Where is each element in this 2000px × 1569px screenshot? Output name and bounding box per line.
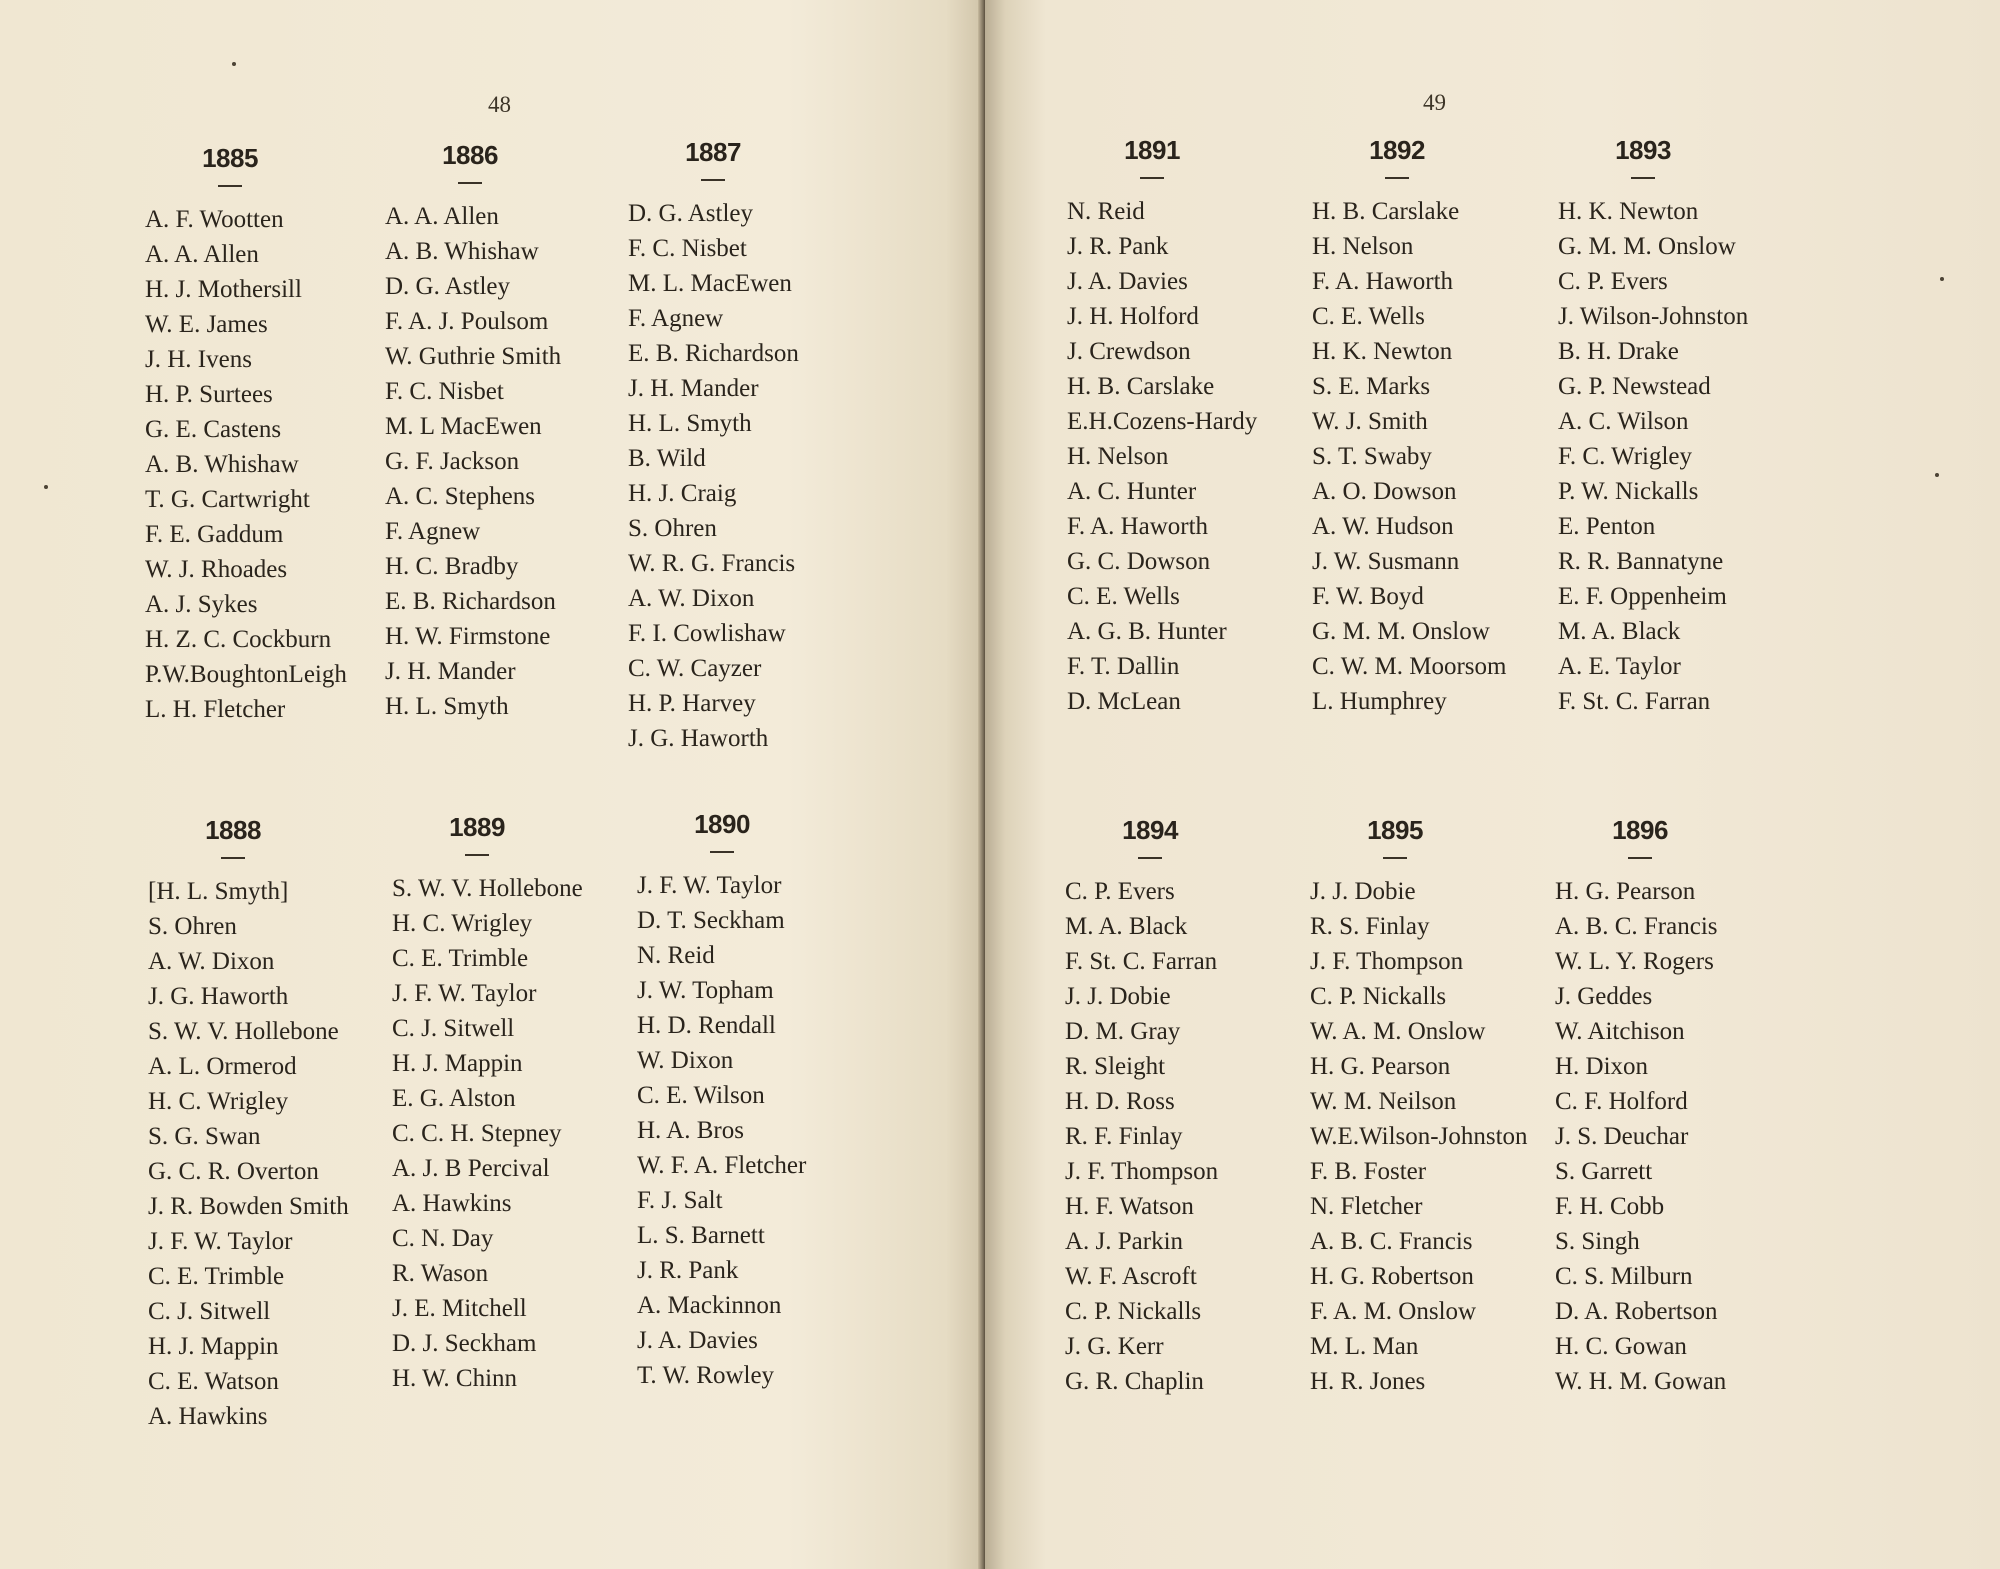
paper-speck bbox=[44, 485, 48, 489]
list-item: W. H. M. Gowan bbox=[1555, 1368, 1727, 1395]
list-item: J. R. Pank bbox=[1067, 233, 1169, 260]
list-item: J. Crewdson bbox=[1067, 338, 1191, 365]
list-item: T. W. Rowley bbox=[637, 1362, 775, 1389]
list-item: G. R. Chaplin bbox=[1065, 1368, 1204, 1395]
list-item: D. J. Seckham bbox=[392, 1330, 537, 1357]
list-item: A. A. Allen bbox=[145, 241, 259, 268]
year-heading: 1889 bbox=[449, 812, 505, 842]
list-item: A. B. Whishaw bbox=[145, 451, 299, 478]
list-item: J. F. W. Taylor bbox=[392, 980, 537, 1007]
list-item: A. Mackinnon bbox=[637, 1292, 782, 1319]
heading-rule bbox=[465, 854, 489, 856]
right-page bbox=[985, 0, 2000, 1569]
list-item: J. S. Deuchar bbox=[1555, 1123, 1689, 1150]
year-column bbox=[148, 815, 393, 1434]
list-item: M. L MacEwen bbox=[385, 413, 542, 440]
list-item: F. E. Gaddum bbox=[145, 521, 284, 548]
list-item: J. W. Topham bbox=[637, 977, 774, 1004]
list-item: A. C. Wilson bbox=[1558, 408, 1689, 435]
year-column bbox=[1555, 815, 1800, 1399]
heading-rule bbox=[710, 851, 734, 853]
list-item: F. T. Dallin bbox=[1067, 653, 1180, 680]
list-item: C. E. Trimble bbox=[392, 945, 529, 972]
list-item: F. H. Cobb bbox=[1555, 1193, 1665, 1220]
list-item: F. A. Haworth bbox=[1067, 513, 1209, 540]
list-item: W. M. Neilson bbox=[1310, 1088, 1457, 1115]
name-list bbox=[392, 871, 637, 1396]
list-item: A. Hawkins bbox=[148, 1403, 268, 1430]
list-item: J. A. Davies bbox=[637, 1327, 758, 1354]
page-number: 49 bbox=[1423, 90, 1446, 115]
year-heading: 1896 bbox=[1612, 815, 1668, 845]
list-item: H. L. Smyth bbox=[628, 410, 752, 437]
list-item: A. W. Hudson bbox=[1312, 513, 1454, 540]
list-item: W.E.Wilson-Johnston bbox=[1310, 1123, 1528, 1150]
list-item: C. P. Nickalls bbox=[1065, 1298, 1202, 1325]
left-page bbox=[0, 0, 985, 1569]
list-item: A. C. Hunter bbox=[1067, 478, 1197, 505]
list-item: F. A. M. Onslow bbox=[1310, 1298, 1477, 1325]
list-item: A. E. Taylor bbox=[1558, 653, 1681, 680]
list-item: T. G. Cartwright bbox=[145, 486, 310, 513]
list-item: H. J. Mappin bbox=[148, 1333, 279, 1360]
list-item: W. F. Ascroft bbox=[1065, 1263, 1197, 1290]
list-item: W. E. James bbox=[145, 311, 268, 338]
year-heading: 1885 bbox=[202, 143, 258, 173]
list-item: G. E. Castens bbox=[145, 416, 282, 443]
paper-speck bbox=[1935, 473, 1939, 477]
list-item: J. W. Susmann bbox=[1312, 548, 1460, 575]
list-item: H. D. Ross bbox=[1065, 1088, 1175, 1115]
list-item: A. J. Sykes bbox=[145, 591, 258, 618]
list-item: J. H. Holford bbox=[1067, 303, 1199, 330]
list-item: L. H. Fletcher bbox=[145, 696, 286, 723]
list-item: L. Humphrey bbox=[1312, 688, 1447, 715]
list-item: D. A. Robertson bbox=[1555, 1298, 1718, 1325]
list-item: [H. L. Smyth] bbox=[148, 878, 289, 905]
list-item: F. Agnew bbox=[385, 518, 481, 545]
list-item: C. E. Wilson bbox=[637, 1082, 765, 1109]
year-column bbox=[1558, 135, 1803, 719]
list-item: N. Fletcher bbox=[1310, 1193, 1423, 1220]
list-item: R. R. Bannatyne bbox=[1558, 548, 1724, 575]
list-item: A. W. Dixon bbox=[628, 585, 755, 612]
year-column bbox=[1065, 815, 1310, 1399]
list-item: F. A. J. Poulsom bbox=[385, 308, 549, 335]
list-item: F. I. Cowlishaw bbox=[628, 620, 786, 647]
year-heading: 1888 bbox=[205, 815, 261, 845]
list-item: G. M. M. Onslow bbox=[1312, 618, 1490, 645]
list-item: J. F. W. Taylor bbox=[148, 1228, 293, 1255]
list-item: S. W. V. Hollebone bbox=[392, 875, 583, 902]
list-item: A. O. Dowson bbox=[1312, 478, 1457, 505]
list-item: F. W. Boyd bbox=[1312, 583, 1424, 610]
list-item: G. P. Newstead bbox=[1558, 373, 1711, 400]
list-item: W. L. Y. Rogers bbox=[1555, 948, 1714, 975]
name-list bbox=[628, 196, 873, 756]
list-item: C. E. Wells bbox=[1067, 583, 1180, 610]
list-item: J. F. Thompson bbox=[1065, 1158, 1219, 1185]
list-item: J. H. Mander bbox=[628, 375, 759, 402]
list-item: S. Garrett bbox=[1555, 1158, 1653, 1185]
list-item: H. Nelson bbox=[1067, 443, 1169, 470]
list-item: C. P. Nickalls bbox=[1310, 983, 1447, 1010]
list-item: D. G. Astley bbox=[385, 273, 510, 300]
list-item: N. Reid bbox=[1067, 198, 1145, 225]
list-item: H. Z. C. Cockburn bbox=[145, 626, 332, 653]
list-item: A. F. Wootten bbox=[145, 206, 284, 233]
list-item: R. Wason bbox=[392, 1260, 489, 1287]
list-item: J. F. Thompson bbox=[1310, 948, 1464, 975]
list-item: F. C. Nisbet bbox=[385, 378, 504, 405]
list-item: W. Aitchison bbox=[1555, 1018, 1685, 1045]
name-list bbox=[1558, 194, 1803, 719]
name-list bbox=[1067, 194, 1312, 719]
list-item: J. J. Dobie bbox=[1310, 878, 1416, 905]
list-item: E. Penton bbox=[1558, 513, 1656, 540]
list-item: J. J. Dobie bbox=[1065, 983, 1171, 1010]
list-item: A. G. B. Hunter bbox=[1067, 618, 1227, 645]
list-item: H. W. Chinn bbox=[392, 1365, 518, 1392]
name-list bbox=[145, 202, 390, 727]
name-list bbox=[148, 874, 393, 1434]
year-column bbox=[392, 812, 637, 1396]
list-item: M. L. Man bbox=[1310, 1333, 1419, 1360]
list-item: C. C. H. Stepney bbox=[392, 1120, 562, 1147]
name-list bbox=[1312, 194, 1557, 719]
list-item: H. J. Mothersill bbox=[145, 276, 302, 303]
list-item: F. J. Salt bbox=[637, 1187, 723, 1214]
list-item: H. K. Newton bbox=[1312, 338, 1453, 365]
list-item: H. R. Jones bbox=[1310, 1368, 1426, 1395]
list-item: W. Dixon bbox=[637, 1047, 734, 1074]
list-item: H. P. Harvey bbox=[628, 690, 756, 717]
list-item: A. C. Stephens bbox=[385, 483, 535, 510]
heading-rule bbox=[1138, 857, 1162, 859]
year-column bbox=[1310, 815, 1555, 1399]
list-item: E. B. Richardson bbox=[385, 588, 556, 615]
heading-rule bbox=[218, 185, 242, 187]
list-item: M. A. Black bbox=[1065, 913, 1188, 940]
list-item: J. R. Pank bbox=[637, 1257, 739, 1284]
page-number: 48 bbox=[488, 92, 511, 117]
list-item: F. B. Foster bbox=[1310, 1158, 1427, 1185]
list-item: N. Reid bbox=[637, 942, 715, 969]
list-item: W. A. M. Onslow bbox=[1310, 1018, 1486, 1045]
list-item: F. C. Wrigley bbox=[1558, 443, 1693, 470]
list-item: J. G. Haworth bbox=[148, 983, 289, 1010]
list-item: S. E. Marks bbox=[1312, 373, 1431, 400]
list-item: G. C. R. Overton bbox=[148, 1158, 319, 1185]
list-item: E.H.Cozens-Hardy bbox=[1067, 408, 1258, 435]
heading-rule bbox=[1385, 177, 1409, 179]
list-item: D. M. Gray bbox=[1065, 1018, 1181, 1045]
list-item: F. St. C. Farran bbox=[1065, 948, 1218, 975]
list-item: H. Dixon bbox=[1555, 1053, 1649, 1080]
list-item: H. G. Pearson bbox=[1310, 1053, 1451, 1080]
year-column bbox=[385, 140, 630, 724]
list-item: E. B. Richardson bbox=[628, 340, 799, 367]
year-heading: 1891 bbox=[1124, 135, 1180, 165]
list-item: E. F. Oppenheim bbox=[1558, 583, 1727, 610]
heading-rule bbox=[221, 857, 245, 859]
list-item: H. C. Gowan bbox=[1555, 1333, 1687, 1360]
list-item: S. G. Swan bbox=[148, 1123, 261, 1150]
list-item: F. Agnew bbox=[628, 305, 724, 332]
list-item: H. C. Wrigley bbox=[148, 1088, 289, 1115]
list-item: J. G. Kerr bbox=[1065, 1333, 1164, 1360]
list-item: W. R. G. Francis bbox=[628, 550, 796, 577]
list-item: H. P. Surtees bbox=[145, 381, 273, 408]
list-item: C. E. Trimble bbox=[148, 1263, 285, 1290]
heading-rule bbox=[1631, 177, 1655, 179]
list-item: L. S. Barnett bbox=[637, 1222, 765, 1249]
year-column bbox=[1067, 135, 1312, 719]
list-item: H. C. Wrigley bbox=[392, 910, 533, 937]
list-item: H. J. Mappin bbox=[392, 1050, 523, 1077]
list-item: H. D. Rendall bbox=[637, 1012, 776, 1039]
list-item: J. G. Haworth bbox=[628, 725, 769, 752]
list-item: J. A. Davies bbox=[1067, 268, 1188, 295]
list-item: C. S. Milburn bbox=[1555, 1263, 1693, 1290]
list-item: R. S. Finlay bbox=[1310, 913, 1430, 940]
list-item: F. St. C. Farran bbox=[1558, 688, 1711, 715]
list-item: G. M. M. Onslow bbox=[1558, 233, 1736, 260]
list-item: R. Sleight bbox=[1065, 1053, 1166, 1080]
list-item: H. G. Pearson bbox=[1555, 878, 1696, 905]
list-item: J. R. Bowden Smith bbox=[148, 1193, 349, 1220]
heading-rule bbox=[458, 182, 482, 184]
list-item: D. T. Seckham bbox=[637, 907, 785, 934]
list-item: A. L. Ormerod bbox=[148, 1053, 297, 1080]
list-item: E. G. Alston bbox=[392, 1085, 516, 1112]
list-item: H. B. Carslake bbox=[1067, 373, 1215, 400]
list-item: C. J. Sitwell bbox=[392, 1015, 515, 1042]
list-item: R. F. Finlay bbox=[1065, 1123, 1183, 1150]
heading-rule bbox=[1140, 177, 1164, 179]
list-item: S. Singh bbox=[1555, 1228, 1640, 1255]
list-item: C. W. M. Moorsom bbox=[1312, 653, 1507, 680]
list-item: S. Ohren bbox=[628, 515, 717, 542]
list-item: H. W. Firmstone bbox=[385, 623, 551, 650]
list-item: A. Hawkins bbox=[392, 1190, 512, 1217]
list-item: A. B. C. Francis bbox=[1555, 913, 1718, 940]
list-item: M. A. Black bbox=[1558, 618, 1681, 645]
year-heading: 1886 bbox=[442, 140, 498, 170]
list-item: P. W. Nickalls bbox=[1558, 478, 1699, 505]
list-item: J. Wilson-Johnston bbox=[1558, 303, 1749, 330]
year-heading: 1890 bbox=[694, 809, 750, 839]
list-item: C. W. Cayzer bbox=[628, 655, 762, 682]
year-column bbox=[628, 137, 873, 756]
list-item: W. J. Rhoades bbox=[145, 556, 288, 583]
list-item: C. N. Day bbox=[392, 1225, 494, 1252]
list-item: J. H. Ivens bbox=[145, 346, 252, 373]
list-item: J. F. W. Taylor bbox=[637, 872, 782, 899]
list-item: H. J. Craig bbox=[628, 480, 737, 507]
paper-speck bbox=[232, 62, 236, 66]
list-item: C. P. Evers bbox=[1065, 878, 1175, 905]
list-item: F. C. Nisbet bbox=[628, 235, 747, 262]
year-heading: 1895 bbox=[1367, 815, 1423, 845]
list-item: W. J. Smith bbox=[1312, 408, 1428, 435]
year-heading: 1892 bbox=[1369, 135, 1425, 165]
name-list bbox=[1555, 874, 1800, 1399]
list-item: J. Geddes bbox=[1555, 983, 1653, 1010]
year-heading: 1887 bbox=[685, 137, 741, 167]
heading-rule bbox=[701, 179, 725, 181]
list-item: A. B. Whishaw bbox=[385, 238, 539, 265]
list-item: A. B. C. Francis bbox=[1310, 1228, 1473, 1255]
list-item: S. T. Swaby bbox=[1312, 443, 1432, 470]
list-item: H. C. Bradby bbox=[385, 553, 519, 580]
list-item: A. J. Parkin bbox=[1065, 1228, 1184, 1255]
list-item: H. Nelson bbox=[1312, 233, 1414, 260]
list-item: C. F. Holford bbox=[1555, 1088, 1688, 1115]
list-item: F. A. Haworth bbox=[1312, 268, 1454, 295]
list-item: S. Ohren bbox=[148, 913, 237, 940]
name-list bbox=[1065, 874, 1310, 1399]
list-item: H. K. Newton bbox=[1558, 198, 1699, 225]
list-item: B. Wild bbox=[628, 445, 706, 472]
list-item: W. F. A. Fletcher bbox=[637, 1152, 807, 1179]
paper-speck bbox=[1940, 277, 1944, 281]
list-item: G. C. Dowson bbox=[1067, 548, 1211, 575]
list-item: W. Guthrie Smith bbox=[385, 343, 562, 370]
list-item: D. G. Astley bbox=[628, 200, 753, 227]
list-item: A. A. Allen bbox=[385, 203, 499, 230]
list-item: P.W.BoughtonLeigh bbox=[145, 661, 347, 688]
list-item: C. E. Watson bbox=[148, 1368, 279, 1395]
list-item: A. J. B Percival bbox=[392, 1155, 550, 1182]
year-column bbox=[637, 809, 882, 1393]
name-list bbox=[637, 868, 882, 1393]
list-item: H. A. Bros bbox=[637, 1117, 744, 1144]
list-item: C. J. Sitwell bbox=[148, 1298, 271, 1325]
name-list bbox=[385, 199, 630, 724]
year-column bbox=[1312, 135, 1557, 719]
list-item: A. W. Dixon bbox=[148, 948, 275, 975]
list-item: H. F. Watson bbox=[1065, 1193, 1194, 1220]
list-item: H. G. Robertson bbox=[1310, 1263, 1474, 1290]
year-heading: 1893 bbox=[1615, 135, 1671, 165]
list-item: D. McLean bbox=[1067, 688, 1181, 715]
heading-rule bbox=[1628, 857, 1652, 859]
list-item: C. P. Evers bbox=[1558, 268, 1668, 295]
list-item: G. F. Jackson bbox=[385, 448, 520, 475]
list-item: B. H. Drake bbox=[1558, 338, 1679, 365]
year-heading: 1894 bbox=[1122, 815, 1178, 845]
list-item: S. W. V. Hollebone bbox=[148, 1018, 339, 1045]
list-item: M. L. MacEwen bbox=[628, 270, 792, 297]
list-item: H. L. Smyth bbox=[385, 693, 509, 720]
heading-rule bbox=[1383, 857, 1407, 859]
list-item: J. E. Mitchell bbox=[392, 1295, 527, 1322]
list-item: C. E. Wells bbox=[1312, 303, 1425, 330]
year-column bbox=[145, 143, 390, 727]
name-list bbox=[1310, 874, 1555, 1399]
list-item: J. H. Mander bbox=[385, 658, 516, 685]
list-item: H. B. Carslake bbox=[1312, 198, 1460, 225]
